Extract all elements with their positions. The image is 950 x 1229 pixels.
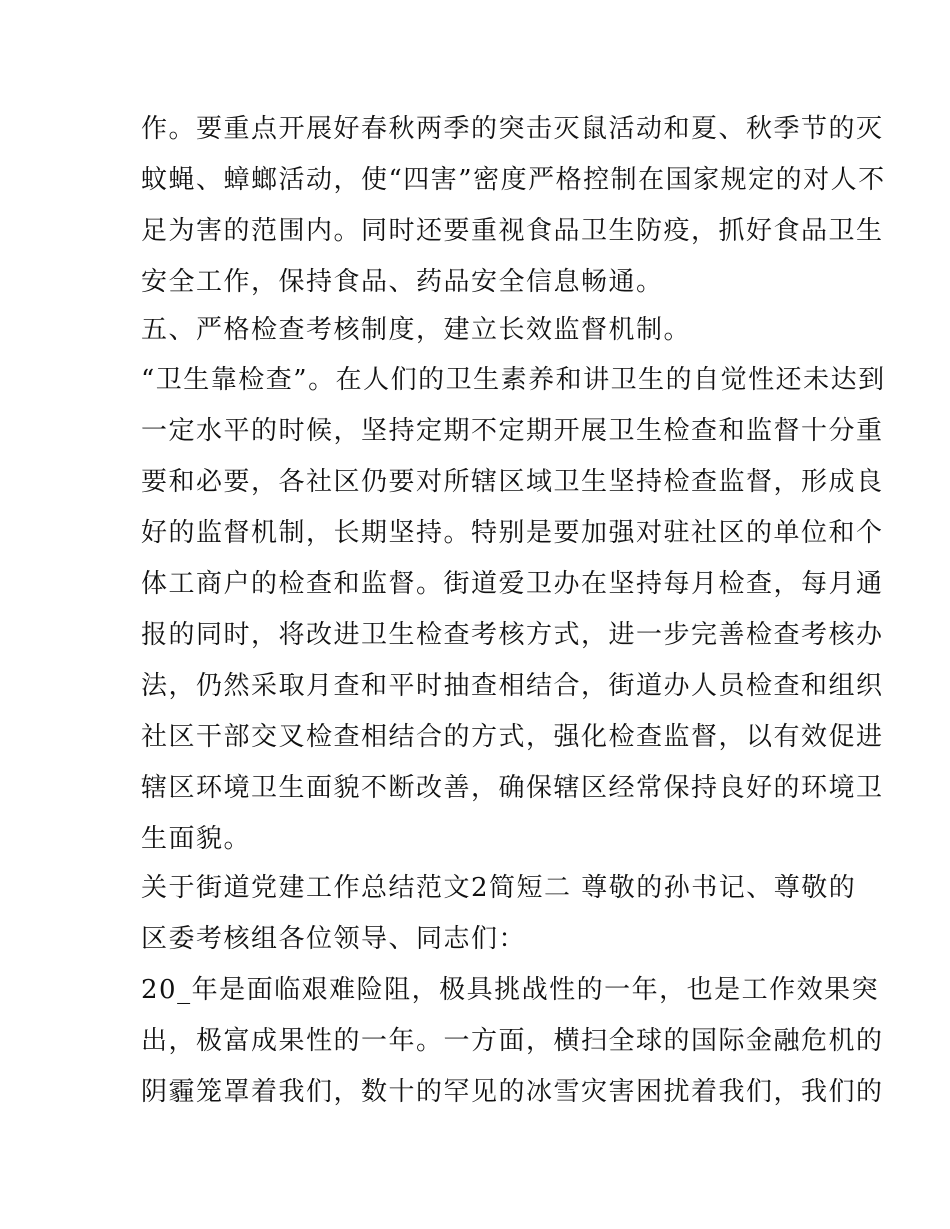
text-line: “卫生靠检查”。在人们的卫生素养和讲卫生的自觉性还未达到 — [141, 365, 886, 395]
text-line: 辖区环境卫生面貌不断改善，确保辖区经常保持良好的环境卫 — [141, 773, 884, 803]
text-line: 安全工作，保持食品、药品安全信息畅通。 — [141, 267, 664, 297]
text-line: 作。要重点开展好春秋两季的突击灭鼠活动和夏、秋季节的灭 — [141, 114, 884, 144]
article-title: 关于街道党建工作总结范文2简短二 尊敬的孙书记、尊敬的 — [141, 873, 857, 903]
text-line: 20_年是面临艰难险阻，极具挑战性的一年，也是工作效果突 — [141, 975, 880, 1005]
salutation: 区委考核组各位领导、同志们： — [141, 924, 527, 954]
text-line: 一定水平的时候，坚持定期不定期开展卫生检查和监督十分重 — [141, 416, 884, 446]
text-line: 足为害的范围内。同时还要重视食品卫生防疫，抓好食品卫生 — [141, 216, 884, 246]
text-line: 要和必要，各社区仍要对所辖区域卫生坚持检查监督，形成良 — [141, 467, 884, 497]
text-line: 报的同时，将改进卫生检查考核方式，进一步完善检查考核办 — [141, 620, 884, 650]
section-heading: 五、严格检查考核制度，建立长效监督机制。 — [141, 315, 692, 345]
text-line: 社区干部交叉检查相结合的方式，强化检查监督，以有效促进 — [141, 722, 884, 752]
text-line: 阴霾笼罩着我们，数十的罕见的冰雪灾害困扰着我们，我们的 — [141, 1077, 884, 1107]
text-line: 蚊蝇、蟑螂活动，使“四害”密度严格控制在国家规定的对人不 — [141, 165, 886, 195]
text-line: 好的监督机制，长期坚持。特别是要加强对驻社区的单位和个 — [141, 518, 884, 548]
text-line: 出，极富成果性的一年。一方面，横扫全球的国际金融危机的 — [141, 1026, 884, 1056]
text-line: 生面貌。 — [141, 824, 252, 854]
text-line: 体工商户的检查和监督。街道爱卫办在坚持每月检查，每月通 — [141, 569, 884, 599]
text-line: 法，仍然采取月查和平时抽查相结合，街道办人员检查和组织 — [141, 671, 884, 701]
